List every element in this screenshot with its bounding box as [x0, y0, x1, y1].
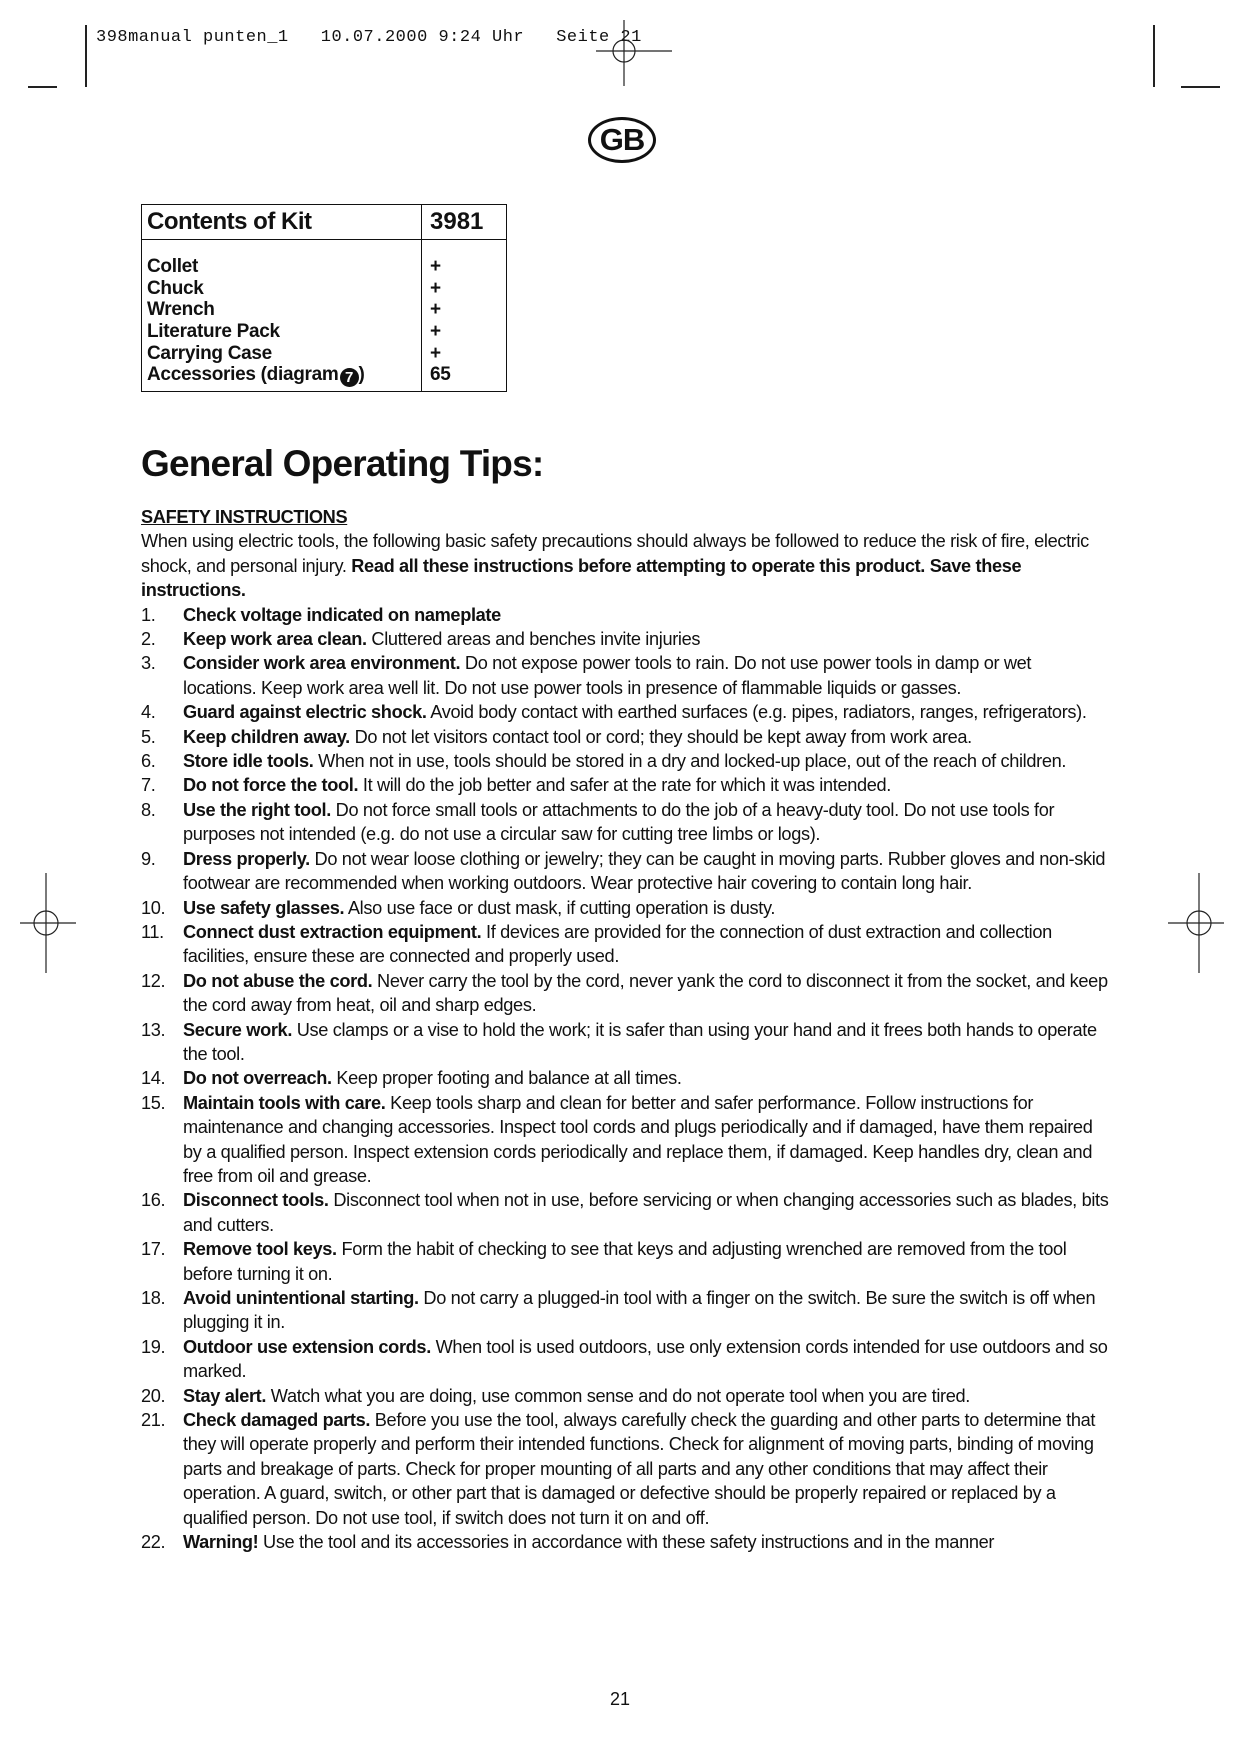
list-item — [141, 920, 1109, 969]
list-item — [141, 1408, 1109, 1530]
list-item-number: 9. — [141, 848, 156, 869]
slug-file: 398manual punten_1 — [96, 28, 289, 47]
list-item-lead: Guard against electric shock. — [183, 702, 427, 723]
list-item-body: Never carry the tool by the cord, never yank the cord to disconnect it from the socket, and keep the cord away from heat, oil and sharp edges. — [183, 970, 1108, 1016]
list-item — [141, 847, 1109, 896]
list-item-number: 12. — [141, 970, 166, 991]
kit-value: + — [430, 321, 441, 343]
kit-value: 65 — [430, 364, 451, 386]
crop-mark-top-right-vertical — [1153, 25, 1155, 87]
kit-model-number: 3981 — [430, 208, 484, 235]
kit-items-column — [142, 240, 422, 391]
list-item-body: Keep proper footing and balance at all times. — [331, 1068, 682, 1089]
list-item-lead: Do not abuse the cord. — [183, 970, 373, 991]
list-item-text — [183, 773, 1109, 797]
list-item-number: 21. — [141, 1410, 166, 1431]
list-item-lead: Do not overreach. — [183, 1068, 332, 1089]
kit-item: Chuck — [147, 277, 204, 299]
intro-emphasis: Read all these instructions before attempting to operate this product. Save these instructions. — [141, 555, 1022, 601]
kit-table-body — [142, 240, 506, 391]
list-item-number: 2. — [141, 629, 156, 650]
list-item-number: 19. — [141, 1336, 166, 1357]
kit-value: + — [430, 277, 441, 299]
intro-text: When using electric tools, the following basic safety precautions should always be followed to reduce the risk of fire, electric shock, and personal injury. — [141, 531, 1089, 576]
list-item-text — [183, 1237, 1109, 1286]
list-item-number: 14. — [141, 1068, 166, 1089]
safety-list — [141, 603, 1109, 1555]
list-item-lead: Keep work area clean. — [183, 629, 367, 650]
list-item-lead: Use the right tool. — [183, 799, 331, 820]
list-item-body: Watch what you are doing, use common sense and do not operate tool when you are tired. — [266, 1385, 970, 1406]
list-item — [141, 603, 1109, 627]
list-item-text — [183, 651, 1109, 700]
list-item-body: Avoid body contact with earthed surfaces (e.g. pipes, radiators, ranges, refrigerators). — [426, 702, 1087, 723]
registration-mark-right-icon — [1168, 873, 1224, 973]
list-item-lead: Check damaged parts. — [183, 1410, 371, 1431]
list-item-lead: Dress properly. — [183, 848, 310, 869]
list-item-number: 18. — [141, 1288, 166, 1308]
list-item-lead: Consider work area environment. — [183, 653, 461, 674]
kit-values-column — [422, 256, 451, 386]
list-item — [141, 1335, 1109, 1384]
list-item-text — [183, 725, 1109, 749]
kit-item: Literature Pack — [147, 321, 280, 343]
kit-value: + — [430, 256, 441, 277]
list-item-lead: Stay alert. — [183, 1385, 267, 1406]
list-item-lead: Do not force the tool. — [183, 775, 359, 796]
list-item-number: 11. — [141, 921, 164, 942]
list-item-number: 7. — [141, 775, 156, 796]
printer-slug — [96, 28, 642, 47]
slug-page: Seite 21 — [556, 28, 642, 47]
list-item-lead: Store idle tools. — [183, 751, 314, 772]
list-item-body: Before you use the tool, always carefully check the guarding and other parts to determine that they will operate properly and perform their intended functions. Check for alignment of moving parts, binding of moving parts and breakage of parts. Check for proper mounting of all parts and any other conditions that may affect their operation. A guard, switch, or other part that is damaged or defective should be properly repaired or replaced by a qualified person. Do not use tool, if switch does not turn it on and off. — [183, 1410, 1096, 1528]
kit-item-suffix: ) — [358, 364, 365, 386]
list-item-body: Also use face or dust mask, if cutting operation is dusty. — [344, 897, 776, 918]
list-item-text — [183, 1335, 1109, 1384]
registration-mark-top-icon — [596, 20, 672, 86]
safety-intro — [141, 529, 1109, 602]
kit-value: + — [430, 342, 441, 364]
list-item-lead: Use safety glasses. — [183, 897, 345, 918]
list-item-text — [183, 1091, 1109, 1189]
kit-contents-table — [141, 204, 507, 392]
list-item — [141, 798, 1109, 847]
crop-mark-top-left-horizontal — [28, 86, 57, 88]
list-item-number: 3. — [141, 653, 156, 674]
list-item-body: Form the habit of checking to see that keys and adjusting wrenched are removed from the tool before turning it on. — [183, 1239, 1067, 1284]
list-item-text — [183, 603, 1109, 627]
list-item-body: Cluttered areas and benches invite injuries — [366, 629, 701, 650]
list-item-text — [183, 798, 1109, 847]
kit-item: Carrying Case — [147, 342, 272, 364]
kit-header-label: Contents of Kit — [142, 205, 422, 239]
slug-date: 10.07.2000 — [320, 28, 428, 47]
list-item-body: Disconnect tool when not in use, before servicing or when changing accessories such as blades, bits and cutters. — [183, 1190, 1109, 1235]
kit-item: Collet — [147, 256, 198, 277]
list-item-text — [183, 1408, 1109, 1530]
list-item-body: Do not expose power tools to rain. Do not use power tools in damp or wet locations. Keep work area well lit. Do not use power tools in presence of flammable liquids or gasses. — [183, 653, 1032, 698]
list-item-body: Do not wear loose clothing or jewelry; they can be caught in moving parts. Rubber gloves and non-skid footwear are recommended when working outdoors. Wear protective hair covering to contain long hair. — [183, 848, 1106, 894]
list-item-text — [183, 1066, 1109, 1090]
list-item-body: Do not carry a plugged-in tool with a finger on the switch. Be sure the switch is off when plugging it in. — [183, 1288, 1096, 1333]
list-item-number: 22. — [141, 1532, 166, 1553]
list-item-number: 20. — [141, 1385, 166, 1406]
diagram-number-badge: 7 — [340, 368, 359, 387]
list-item — [141, 1286, 1109, 1335]
list-item — [141, 749, 1109, 773]
kit-item-accessories — [147, 364, 421, 386]
registration-mark-left-icon — [20, 873, 76, 973]
list-item-number: 17. — [141, 1239, 166, 1260]
list-item-lead: Avoid unintentional starting. — [183, 1288, 419, 1308]
list-item-number: 5. — [141, 726, 156, 747]
list-item-number: 13. — [141, 1019, 166, 1040]
list-item-body: It will do the job better and safer at the rate for which it was intended. — [358, 775, 891, 796]
list-item-body: Use clamps or a vise to hold the work; it is safer than using your hand and it frees both hands to operate the tool. — [183, 1019, 1097, 1064]
list-item — [141, 1018, 1109, 1067]
list-item-lead: Secure work. — [183, 1019, 293, 1040]
list-item-text — [183, 1286, 1109, 1335]
list-item — [141, 969, 1109, 1018]
crop-mark-top-right-horizontal — [1181, 86, 1220, 88]
list-item-number: 15. — [141, 1092, 166, 1113]
list-item-body: When not in use, tools should be stored in a dry and locked-up place, out of the reach of children. — [313, 751, 1067, 772]
kit-item: Wrench — [147, 299, 215, 321]
list-item-text — [183, 896, 1109, 920]
list-item — [141, 700, 1109, 724]
list-item — [141, 1188, 1109, 1237]
list-item-body: Keep tools sharp and clean for better and safer performance. Follow instructions for maintenance and changing accessories. Inspect tool cords and plugs periodically and if damaged, have them repaired by a qualified person. Inspect extension cords periodically and replace them, if damaged. Keep handles dry, clean and free from oil and grease. — [183, 1092, 1093, 1186]
list-item-lead: Outdoor use extension cords. — [183, 1336, 431, 1357]
list-item-number: 8. — [141, 799, 156, 820]
list-item-text — [183, 1530, 1109, 1554]
list-item-number: 16. — [141, 1190, 166, 1211]
list-item-body: Use the tool and its accessories in accordance with these safety instructions and in the manner — [258, 1532, 995, 1553]
kit-value: + — [430, 299, 441, 321]
list-item-text — [183, 847, 1109, 896]
list-item — [141, 1091, 1109, 1189]
list-item-text — [183, 920, 1109, 969]
list-item-number: 10. — [141, 897, 166, 918]
list-item — [141, 627, 1109, 651]
list-item-text — [183, 749, 1109, 773]
list-item-text — [183, 1188, 1109, 1237]
safety-instructions — [141, 505, 1109, 1554]
list-item — [141, 1530, 1109, 1554]
list-item — [141, 1066, 1109, 1090]
list-item-body: Do not force small tools or attachments to do the job of a heavy-duty tool. Do not use tools for purposes not intended (e.g. do not use a circular saw for cutting tree limbs or logs). — [183, 799, 1055, 845]
list-item-lead: Remove tool keys. — [183, 1239, 337, 1260]
kit-item-label: Accessories (diagram — [147, 364, 339, 386]
list-item-text — [183, 969, 1109, 1018]
list-item-text — [183, 1384, 1109, 1408]
list-item-lead: Keep children away. — [183, 726, 350, 747]
list-item-body: Do not let visitors contact tool or cord; they should be kept away from work area. — [349, 726, 972, 747]
slug-time: 9:24 Uhr — [438, 28, 525, 47]
list-item-lead: Maintain tools with care. — [183, 1092, 386, 1113]
list-item-body: If devices are provided for the connection of dust extraction and collection facilities, ensure these are connected and properly used. — [183, 921, 1052, 967]
page-title: General Operating Tips: — [141, 443, 544, 484]
kit-table-header — [142, 205, 506, 240]
list-item-lead: Warning! — [183, 1532, 259, 1553]
list-item-number: 1. — [141, 604, 156, 625]
list-item — [141, 651, 1109, 700]
list-item — [141, 773, 1109, 797]
list-item-body: When tool is used outdoors, use only extension cords intended for use outdoors and so marked. — [183, 1336, 1108, 1382]
list-item-number: 4. — [141, 702, 156, 723]
list-item-text — [183, 700, 1109, 724]
list-item — [141, 1237, 1109, 1286]
list-item-text — [183, 1018, 1109, 1067]
section-heading: SAFETY INSTRUCTIONS — [141, 507, 348, 527]
list-item-lead: Check voltage indicated on nameplate — [183, 604, 501, 625]
list-item-lead: Disconnect tools. — [183, 1190, 329, 1211]
list-item — [141, 896, 1109, 920]
list-item — [141, 725, 1109, 749]
list-item-lead: Connect dust extraction equipment. — [183, 921, 482, 942]
list-item-number: 6. — [141, 751, 156, 772]
language-badge: GB — [588, 117, 656, 163]
page-number: 21 — [609, 1689, 631, 1709]
crop-mark-top-left-vertical — [85, 25, 87, 87]
list-item-text — [183, 627, 1109, 651]
list-item — [141, 1384, 1109, 1408]
